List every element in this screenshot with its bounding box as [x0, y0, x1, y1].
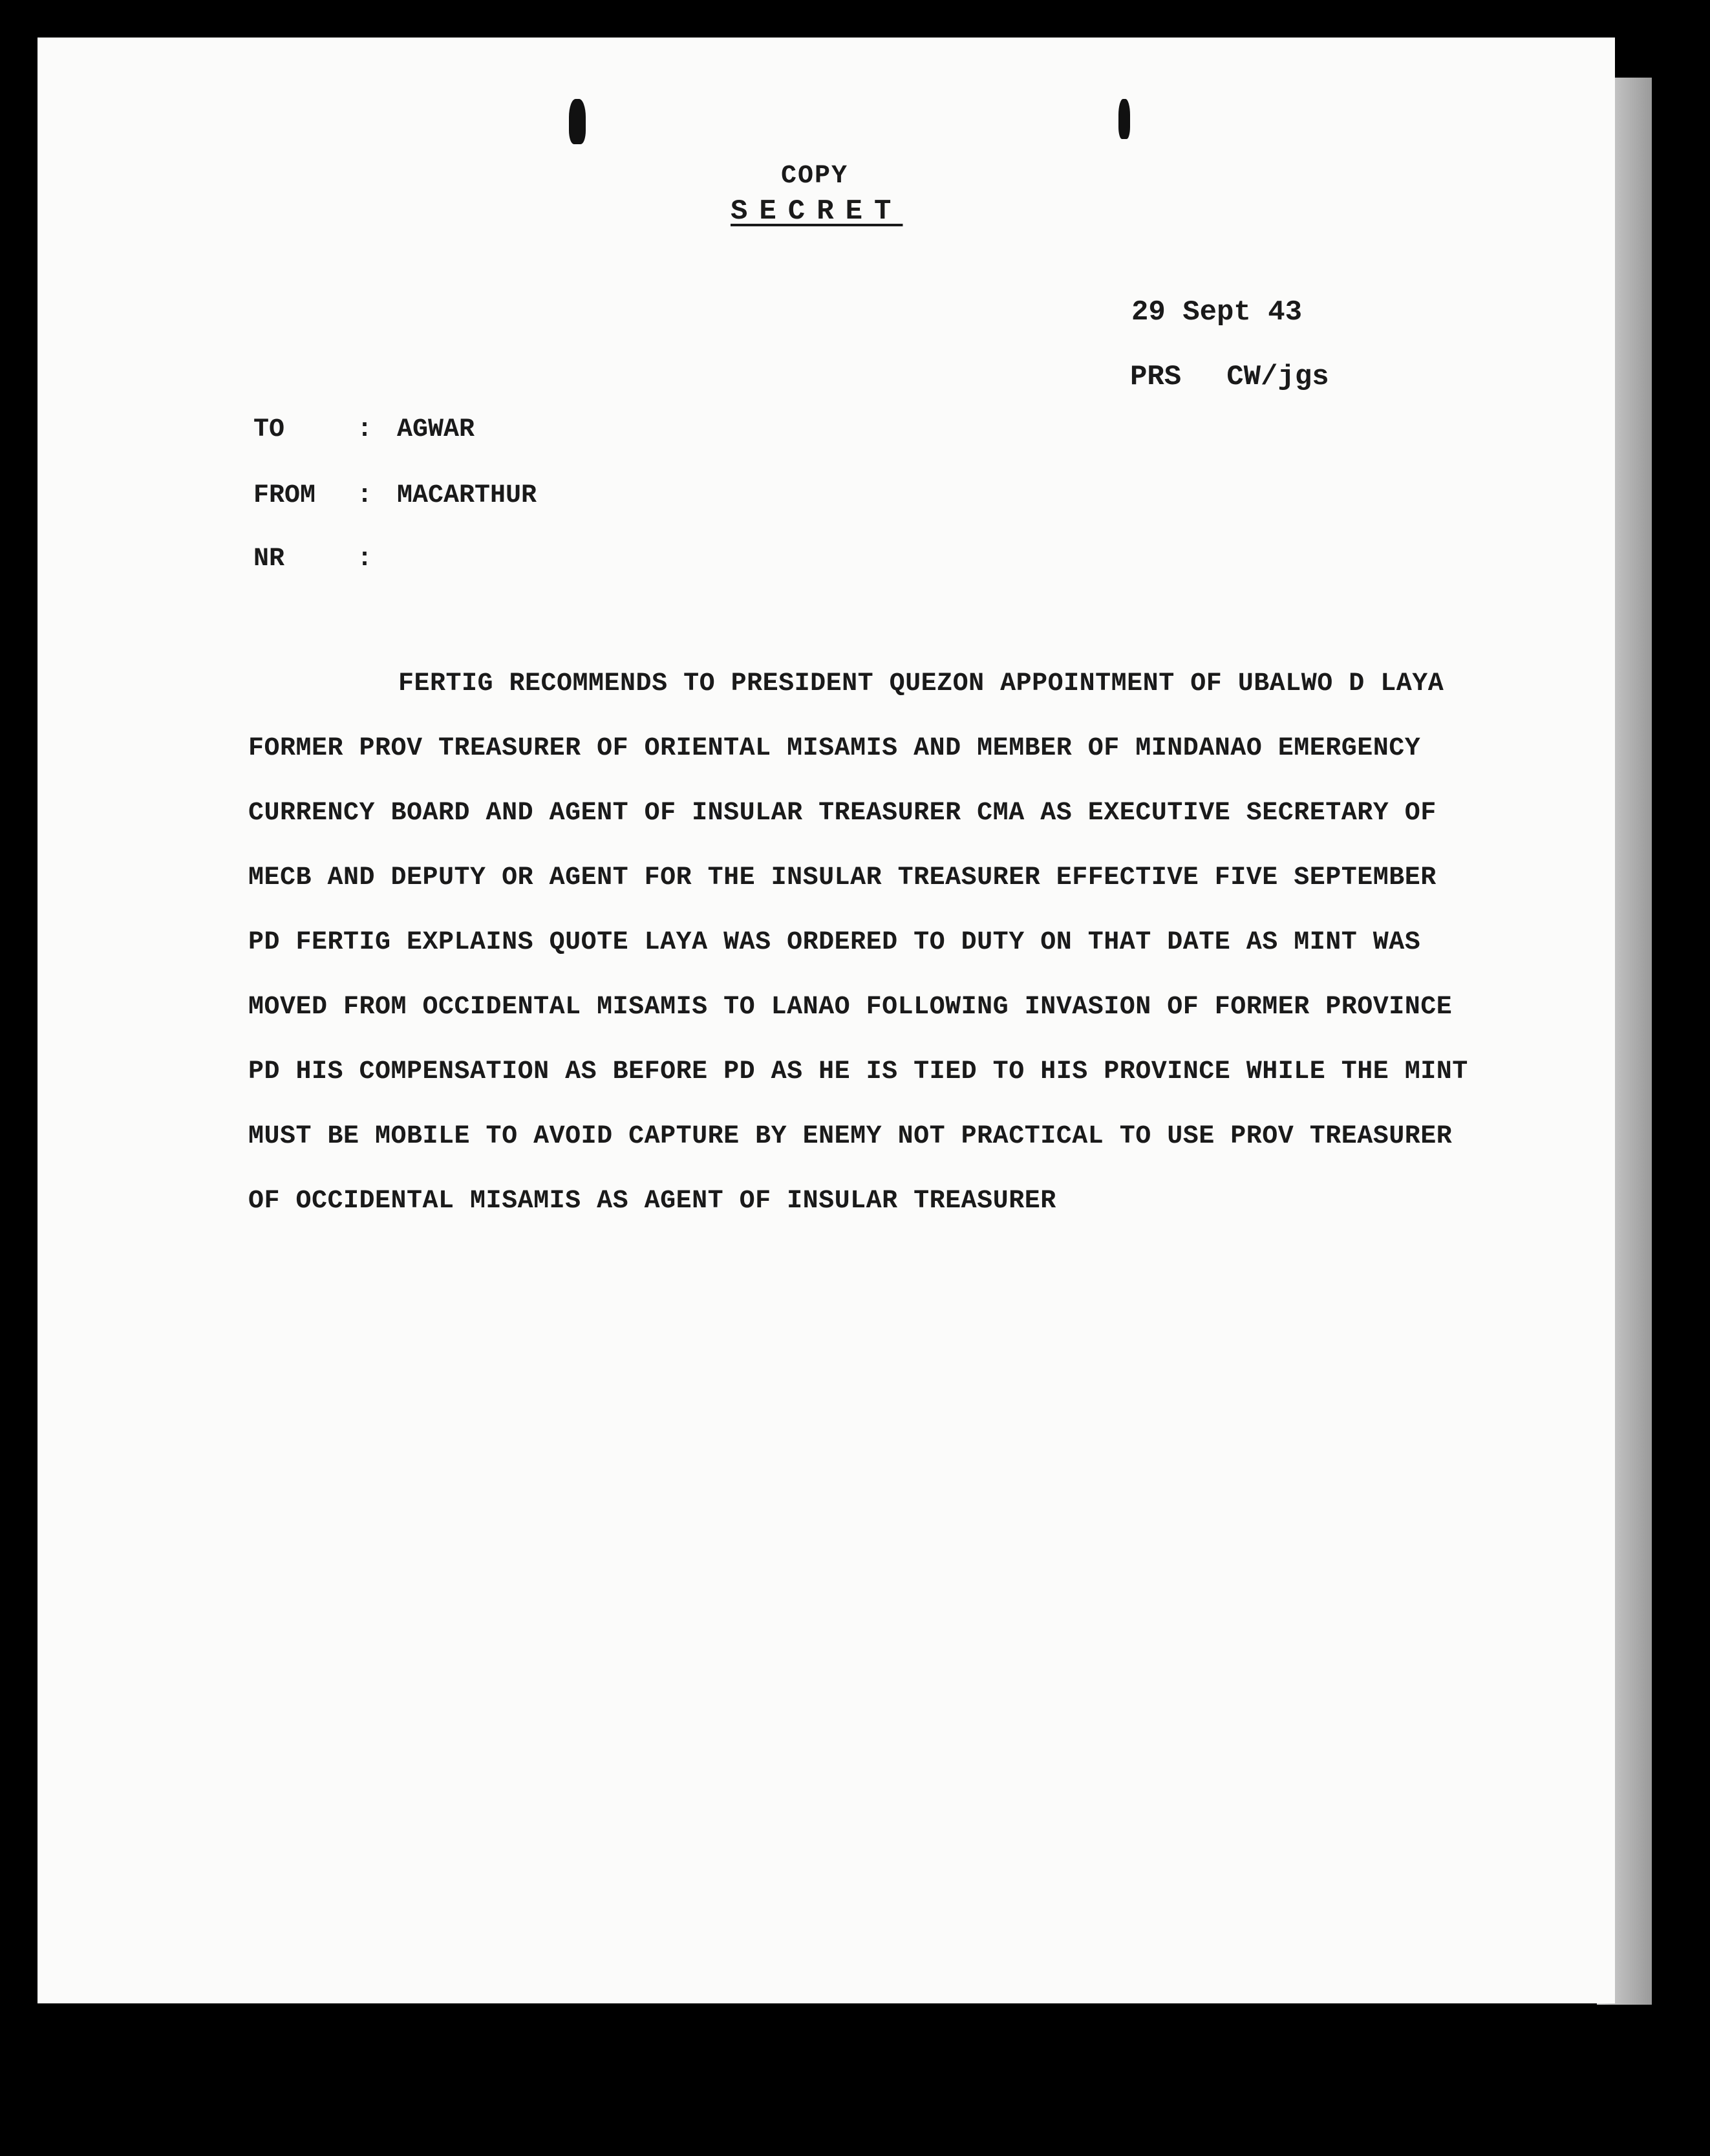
to-field — [253, 415, 475, 444]
body-line: CURRENCY BOARD AND AGENT OF INSULAR TREASURER CMA AS EXECUTIVE SECRETARY OF — [248, 799, 1437, 828]
message-body — [248, 652, 1548, 1234]
staple-mark-right — [1118, 99, 1130, 139]
body-line: MUST BE MOBILE TO AVOID CAPTURE BY ENEMY NOT PRACTICAL TO USE PROV TREASURER — [248, 1122, 1453, 1151]
reference-line — [1130, 361, 1329, 393]
from-value: MACARTHUR — [397, 481, 537, 510]
reference-office: PRS — [1130, 361, 1182, 393]
nr-field — [253, 544, 397, 574]
document-page — [37, 38, 1615, 2003]
body-line: FERTIG RECOMMENDS TO PRESIDENT QUEZON APPOINTMENT OF UBALWO D LAYA — [398, 669, 1444, 698]
from-field — [253, 481, 537, 510]
body-line: MECB AND DEPUTY OR AGENT FOR THE INSULAR TREASURER EFFECTIVE FIVE SEPTEMBER — [248, 863, 1437, 892]
body-line: PD HIS COMPENSATION AS BEFORE PD AS HE IS TIED TO HIS PROVINCE WHILE THE MINT — [248, 1057, 1468, 1086]
to-label: TO — [253, 415, 285, 444]
staple-mark-left — [569, 99, 586, 144]
body-line: MOVED FROM OCCIDENTAL MISAMIS TO LANAO FOLLOWING INVASION OF FORMER PROVINCE — [248, 993, 1453, 1022]
nr-label: NR — [253, 544, 285, 574]
copy-label: COPY — [781, 162, 849, 191]
reference-initials: CW/jgs — [1226, 361, 1329, 393]
body-line: FORMER PROV TREASURER OF ORIENTAL MISAMIS AND MEMBER OF MINDANAO EMERGENCY — [248, 734, 1421, 763]
nr-separator: : — [357, 544, 373, 574]
body-line: OF OCCIDENTAL MISAMIS AS AGENT OF INSULAR TREASURER — [248, 1187, 1056, 1216]
from-label: FROM — [253, 481, 316, 510]
classification-heading: SECRET — [731, 195, 903, 228]
to-value: AGWAR — [397, 415, 475, 444]
to-separator: : — [357, 415, 373, 444]
message-date: 29 Sept 43 — [1131, 296, 1303, 329]
body-line: PD FERTIG EXPLAINS QUOTE LAYA WAS ORDERED TO DUTY ON THAT DATE AS MINT WAS — [248, 928, 1421, 957]
from-separator: : — [357, 481, 373, 510]
